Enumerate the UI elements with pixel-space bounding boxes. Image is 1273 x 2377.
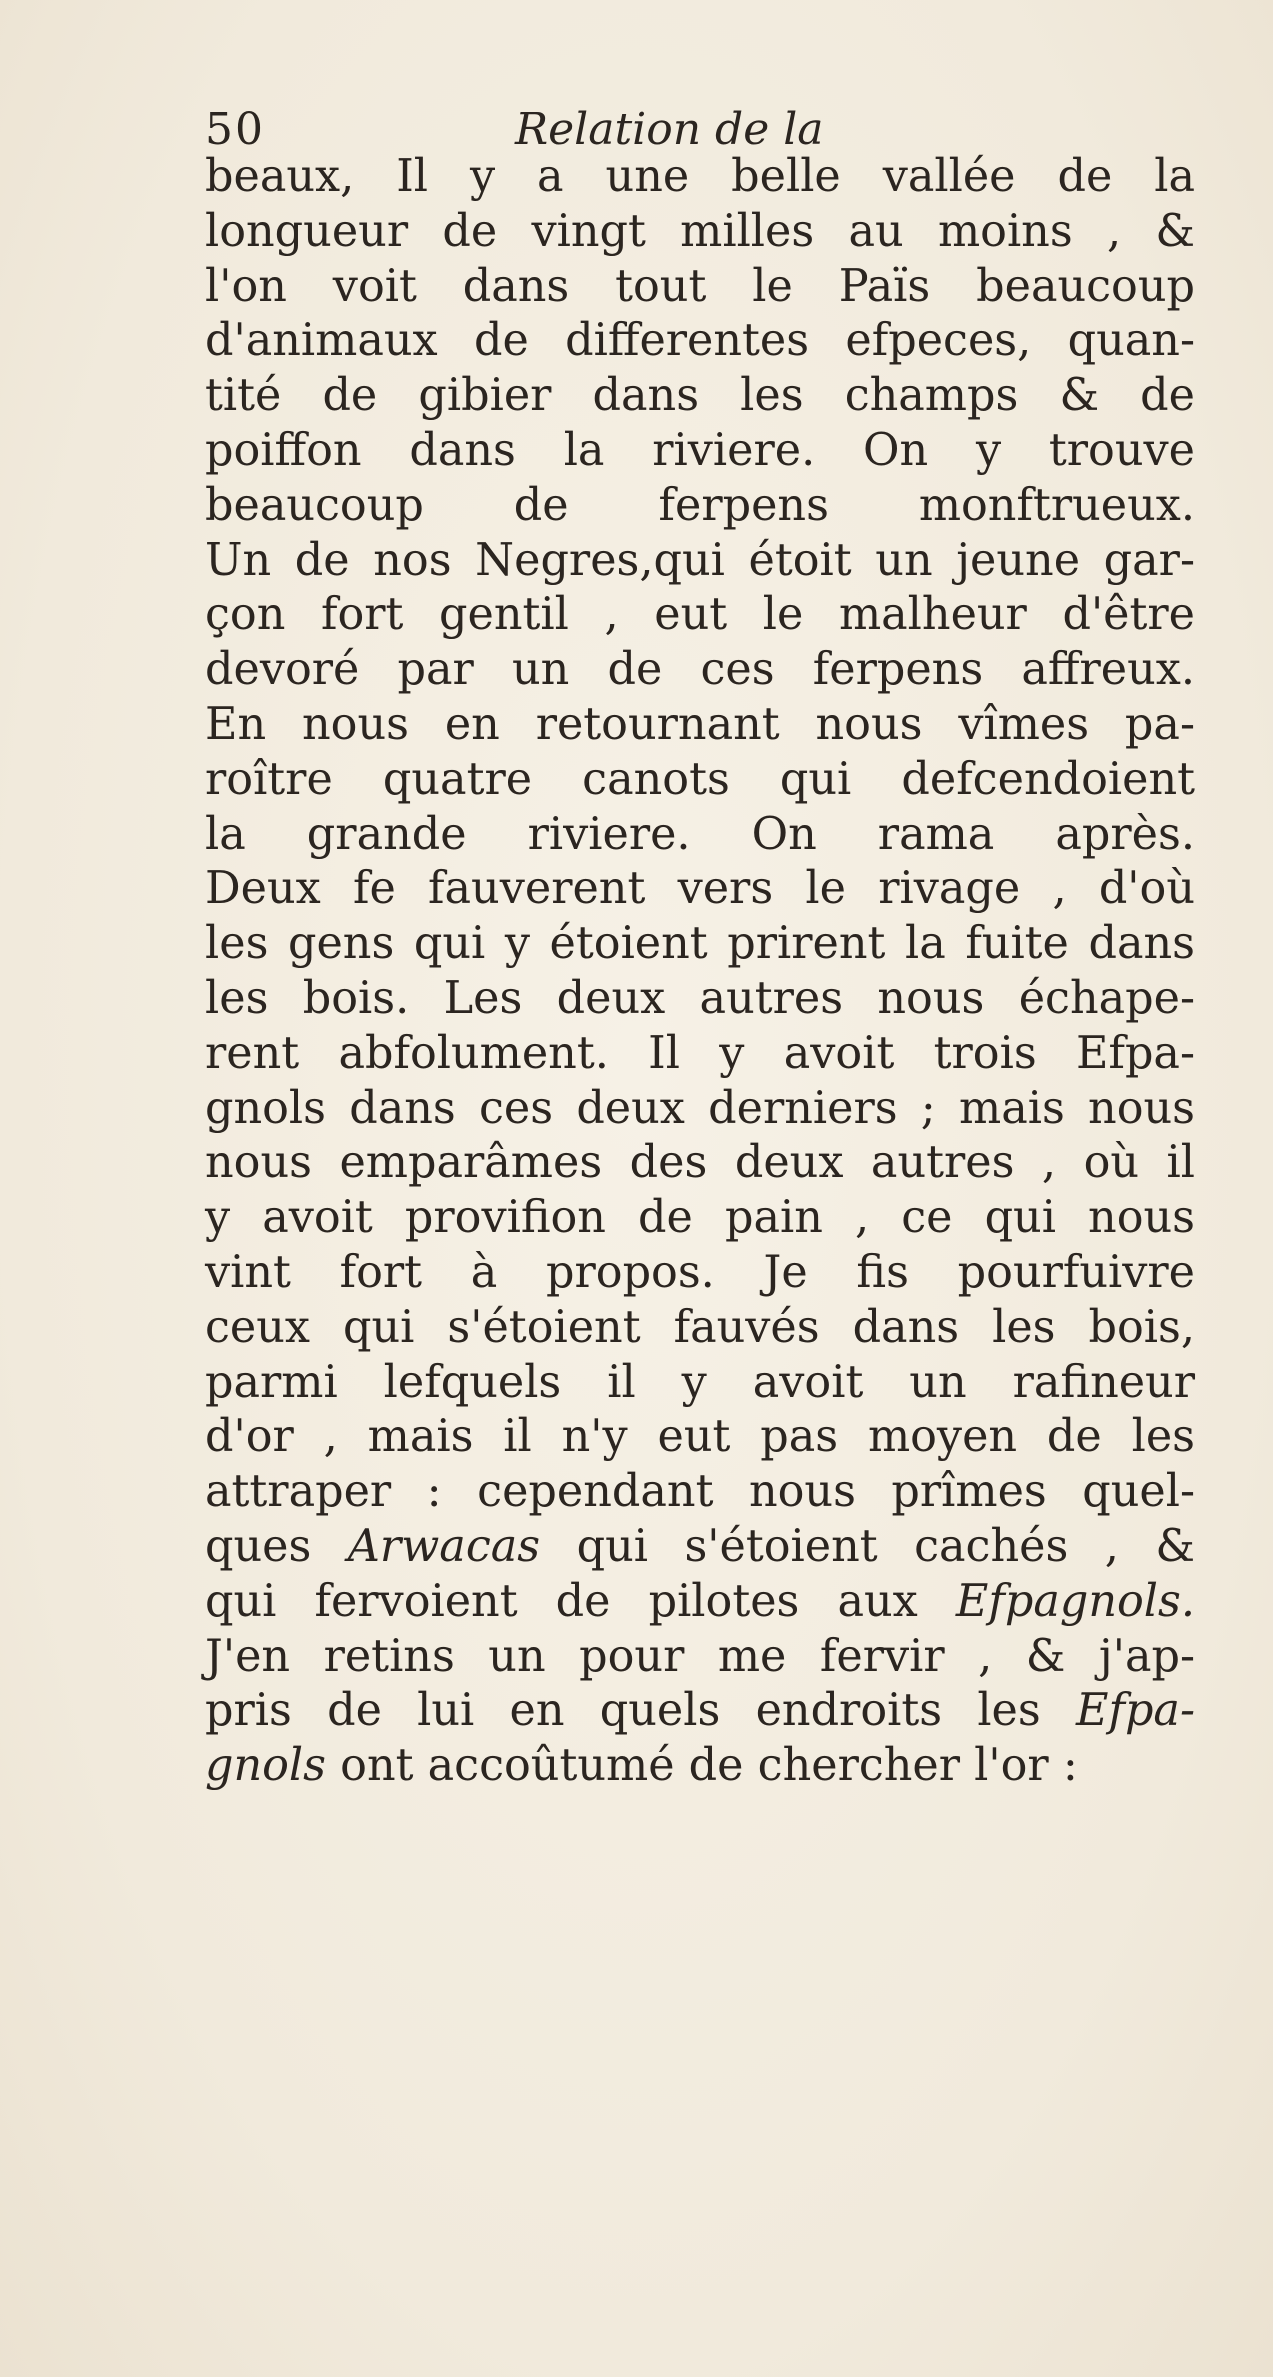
- text-line: En nous en retournant nous vîmes pa-: [205, 698, 1195, 750]
- text-line: les bois. Les deux autres nous échape-: [205, 972, 1195, 1024]
- page-number: 50: [205, 104, 265, 155]
- text-line: l'on voit dans tout le Païs beaucoup: [205, 260, 1195, 312]
- text-segment: ont accoûtumé de chercher l'or :: [326, 1740, 1078, 1792]
- text-line: d'animaux de differentes efpeces, quan-: [205, 315, 1195, 367]
- text-line: [205, 1520, 1195, 1575]
- text-line: y avoit provifion de pain , ce qui nous: [205, 1192, 1195, 1244]
- italic-term: Arwacas: [347, 1520, 541, 1572]
- text-line: roître quatre canots qui defcendoient: [205, 753, 1195, 805]
- text-line: [205, 1684, 1195, 1739]
- italic-term: gnols: [205, 1740, 327, 1792]
- text-line: rent abfolument. Il y avoit trois Efpa-: [205, 1027, 1195, 1079]
- text-line: les gens qui y étoient prirent la fuite dans: [205, 918, 1195, 970]
- text-line: Un de nos Negres,qui étoit un jeune gar-: [205, 534, 1195, 586]
- text-line: la grande riviere. On rama après.: [205, 808, 1195, 860]
- text-line: beaucoup de ferpens monftrueux.: [205, 479, 1195, 531]
- text-line: Deux fe fauverent vers le rivage , d'où: [205, 863, 1195, 915]
- text-line: [205, 1575, 1195, 1630]
- italic-term: Efpagnols.: [955, 1575, 1195, 1627]
- text-line: longueur de vingt milles au moins , &: [205, 205, 1195, 257]
- text-segment: ques: [205, 1520, 348, 1572]
- text-line: J'en retins un pour me fervir , & j'ap-: [205, 1630, 1195, 1682]
- text-line: d'or , mais il n'y eut pas moyen de les: [205, 1411, 1195, 1463]
- text-segment: qui fervoient de pilotes aux: [205, 1575, 956, 1627]
- text-line: gnols dans ces deux derniers ; mais nous: [205, 1082, 1195, 1134]
- text-line: tité de gibier dans les champs & de: [205, 370, 1195, 422]
- text-line: parmi lefquels il y avoit un rafineur: [205, 1356, 1195, 1408]
- text-line: ceux qui s'étoient fauvés dans les bois,: [205, 1301, 1195, 1353]
- text-line: poiffon dans la riviere. On y trouve: [205, 424, 1195, 476]
- body-text: [205, 150, 1195, 1794]
- text-line: nous emparâmes des deux autres , où il: [205, 1137, 1195, 1189]
- text-line: [205, 1739, 1195, 1794]
- text-line: çon fort gentil , eut le malheur d'être: [205, 589, 1195, 641]
- text-segment: pris de lui en quels endroits les: [205, 1685, 1076, 1737]
- italic-term: Efpa-: [1075, 1685, 1195, 1737]
- text-line: beaux, Il y a une belle vallée de la: [205, 151, 1195, 202]
- text-line: devoré par un de ces ferpens affreux.: [205, 644, 1195, 696]
- text-line: attraper : cependant nous prîmes quel-: [205, 1466, 1195, 1518]
- text-line: vint fort à propos. Je fis pourfuivre: [205, 1246, 1195, 1298]
- running-head: Relation de la: [515, 104, 824, 155]
- text-segment: qui s'étoient cachés , &: [540, 1520, 1195, 1572]
